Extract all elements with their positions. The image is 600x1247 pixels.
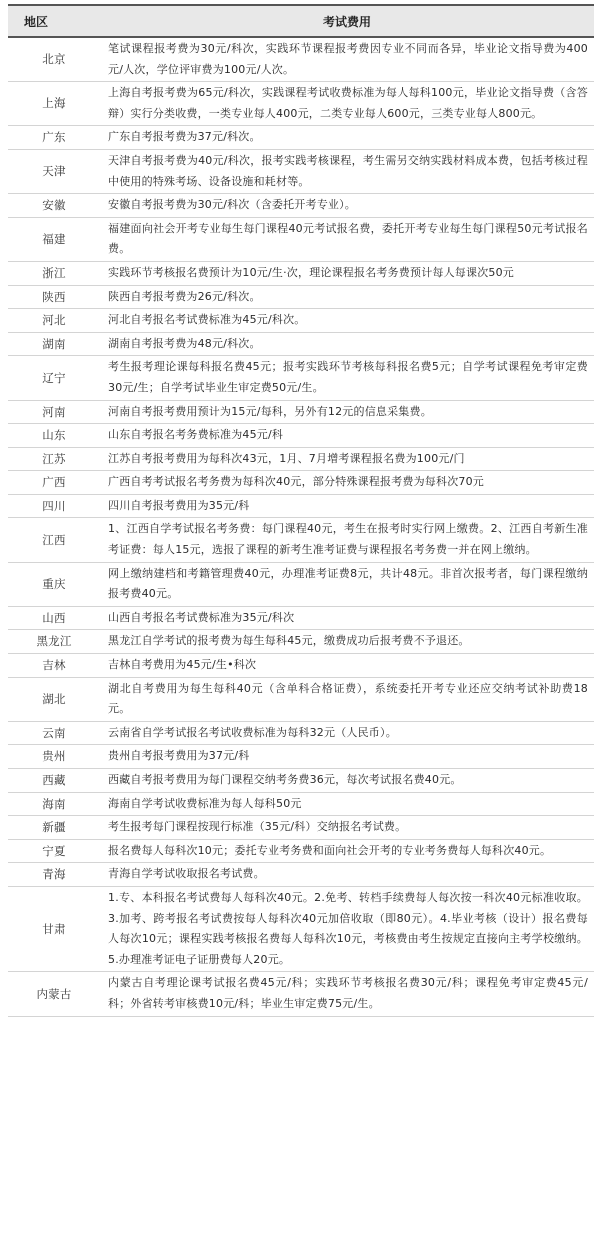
region-cell: 河北 [8,309,100,333]
fee-cell: 河北自考报名考试费标准为45元/科次。 [100,309,594,333]
table-row [8,424,594,448]
region-cell: 福建 [8,217,100,261]
table-body [8,37,594,1016]
column-header-fee: 考试费用 [100,5,594,37]
fee-cell: 广西自考考试报名考务费为每科次40元，部分特殊课程报考费为每科次70元 [100,471,594,495]
region-cell: 湖南 [8,332,100,356]
fee-cell: 内蒙古自考理论课考试报名费45元/科；实践环节考核报名费30元/科；课程免考审定费45元/科；外省转考审核费10元/科；毕业生审定费75元/生。 [100,972,594,1016]
region-cell: 内蒙古 [8,972,100,1016]
fee-cell: 广东自考报考费为37元/科次。 [100,126,594,150]
region-cell: 广东 [8,126,100,150]
table-row [8,886,594,971]
region-cell: 宁夏 [8,839,100,863]
table-row [8,494,594,518]
region-cell: 陕西 [8,285,100,309]
fee-cell: 西藏自考报考费用为每门课程交纳考务费36元，每次考试报名费40元。 [100,769,594,793]
fee-cell: 1、江西自学考试报名考务费：每门课程40元，考生在报考时实行网上缴费。2、江西自考新生准考证费：每人15元，选报了课程的新考生准考证费与课程报名考务费一并在网上缴纳。 [100,518,594,562]
region-cell: 上海 [8,82,100,126]
region-cell: 天津 [8,149,100,193]
region-cell: 吉林 [8,654,100,678]
region-cell: 浙江 [8,261,100,285]
table-row [8,606,594,630]
fee-cell: 湖北自考费用为每生每科40元（含单科合格证费），系统委托开考专业还应交纳考试补助费18元。 [100,677,594,721]
fee-cell: 湖南自考报考费为48元/科次。 [100,332,594,356]
table-row [8,792,594,816]
fee-cell: 福建面向社会开考专业每生每门课程40元考试报名费，委托开考专业每生每门课程50元考试报名费。 [100,217,594,261]
table-row [8,654,594,678]
table-row [8,356,594,400]
fee-cell: 云南省自学考试报名考试收费标准为每科32元（人民币）。 [100,721,594,745]
table-row [8,82,594,126]
fee-cell: 网上缴纳建档和考籍管理费40元，办理准考证费8元，共计48元。非首次报考者，每门课程缴纳报考费40元。 [100,562,594,606]
fee-cell: 安徽自考报考费为30元/科次（含委托开考专业）。 [100,194,594,218]
region-cell: 甘肃 [8,886,100,971]
table-row [8,769,594,793]
fee-cell: 1.专、本科报名考试费每人每科次40元。2.免考、转档手续费每人每次按一科次40元标准收取。3.加考、跨考报名考试费按每人每科次40元加倍收取（即80元）。4.毕业考核（设计）报名费每人每次10元；课程实践考核报名费每人每科次10元，考核费由考生按规定直接向主考学校缴纳。5.办理准考证电子证册费每人20元。 [100,886,594,971]
fee-cell: 四川自考报考费用为35元/科 [100,494,594,518]
region-cell: 湖北 [8,677,100,721]
region-cell: 新疆 [8,816,100,840]
fee-cell: 陕西自考报考费为26元/科次。 [100,285,594,309]
table-row [8,217,594,261]
region-cell: 四川 [8,494,100,518]
fee-cell: 贵州自考报考费用为37元/科 [100,745,594,769]
region-cell: 黑龙江 [8,630,100,654]
fee-cell: 上海自考报考费为65元/科次，实践课程考试收费标准为每人每科100元，毕业论文指导费（含答辩）实行分类收费，一类专业每人400元，二类专业每人600元，三类专业每人800元。 [100,82,594,126]
fee-cell: 考生报考理论课每科报名费45元；报考实践环节考核每科报名费5元；自学考试课程免考审定费30元/生；自学考试毕业生审定费50元/生。 [100,356,594,400]
fee-cell: 实践环节考核报名费预计为10元/生·次，理论课程报名考务费预计每人每课次50元 [100,261,594,285]
header-row [8,5,594,37]
fee-cell: 山西自考报名考试费标准为35元/科次 [100,606,594,630]
region-cell: 北京 [8,37,100,82]
table-row [8,630,594,654]
fee-cell: 海南自学考试收费标准为每人每科50元 [100,792,594,816]
region-cell: 山东 [8,424,100,448]
fee-cell: 青海自学考试收取报名考试费。 [100,863,594,887]
table-row [8,816,594,840]
table-row [8,194,594,218]
region-cell: 河南 [8,400,100,424]
table-header [8,5,594,37]
table-row [8,400,594,424]
table-row [8,562,594,606]
fee-cell: 河南自考报考费用预计为15元/每科，另外有12元的信息采集费。 [100,400,594,424]
region-cell: 江苏 [8,447,100,471]
exam-fee-table [8,4,594,1017]
fee-cell: 江苏自考报考费用为每科次43元，1月、7月增考课程报名费为100元/门 [100,447,594,471]
table-row [8,37,594,82]
region-cell: 贵州 [8,745,100,769]
table-row [8,863,594,887]
table-row [8,721,594,745]
table-row [8,126,594,150]
region-cell: 广西 [8,471,100,495]
table-row [8,285,594,309]
fee-cell: 考生报考每门课程按现行标准（35元/科）交纳报名考试费。 [100,816,594,840]
fee-cell: 黑龙江自学考试的报考费为每生每科45元，缴费成功后报考费不予退还。 [100,630,594,654]
region-cell: 山西 [8,606,100,630]
fee-cell: 报名费每人每科次10元；委托专业考务费和面向社会开考的专业考务费每人每科次40元。 [100,839,594,863]
fee-cell: 笔试课程报考费为30元/科次，实践环节课程报考费因专业不同而各异，毕业论文指导费为400元/人次，学位评审费为100元/人次。 [100,37,594,82]
fee-cell: 山东自考报名考务费标准为45元/科 [100,424,594,448]
table-row [8,149,594,193]
region-cell: 海南 [8,792,100,816]
table-row [8,839,594,863]
region-cell: 青海 [8,863,100,887]
table-row [8,745,594,769]
table-row [8,677,594,721]
table-row [8,309,594,333]
region-cell: 安徽 [8,194,100,218]
table-row [8,261,594,285]
region-cell: 云南 [8,721,100,745]
table-row [8,972,594,1016]
fee-cell: 天津自考报考费为40元/科次，报考实践考核课程，考生需另交纳实践材料成本费，包括考核过程中使用的特殊考场、设备设施和耗材等。 [100,149,594,193]
table-row [8,471,594,495]
region-cell: 西藏 [8,769,100,793]
column-header-region: 地区 [8,5,100,37]
table-row [8,518,594,562]
fee-cell: 吉林自考费用为45元/生•科次 [100,654,594,678]
region-cell: 江西 [8,518,100,562]
table-row [8,332,594,356]
table-row [8,447,594,471]
region-cell: 辽宁 [8,356,100,400]
region-cell: 重庆 [8,562,100,606]
